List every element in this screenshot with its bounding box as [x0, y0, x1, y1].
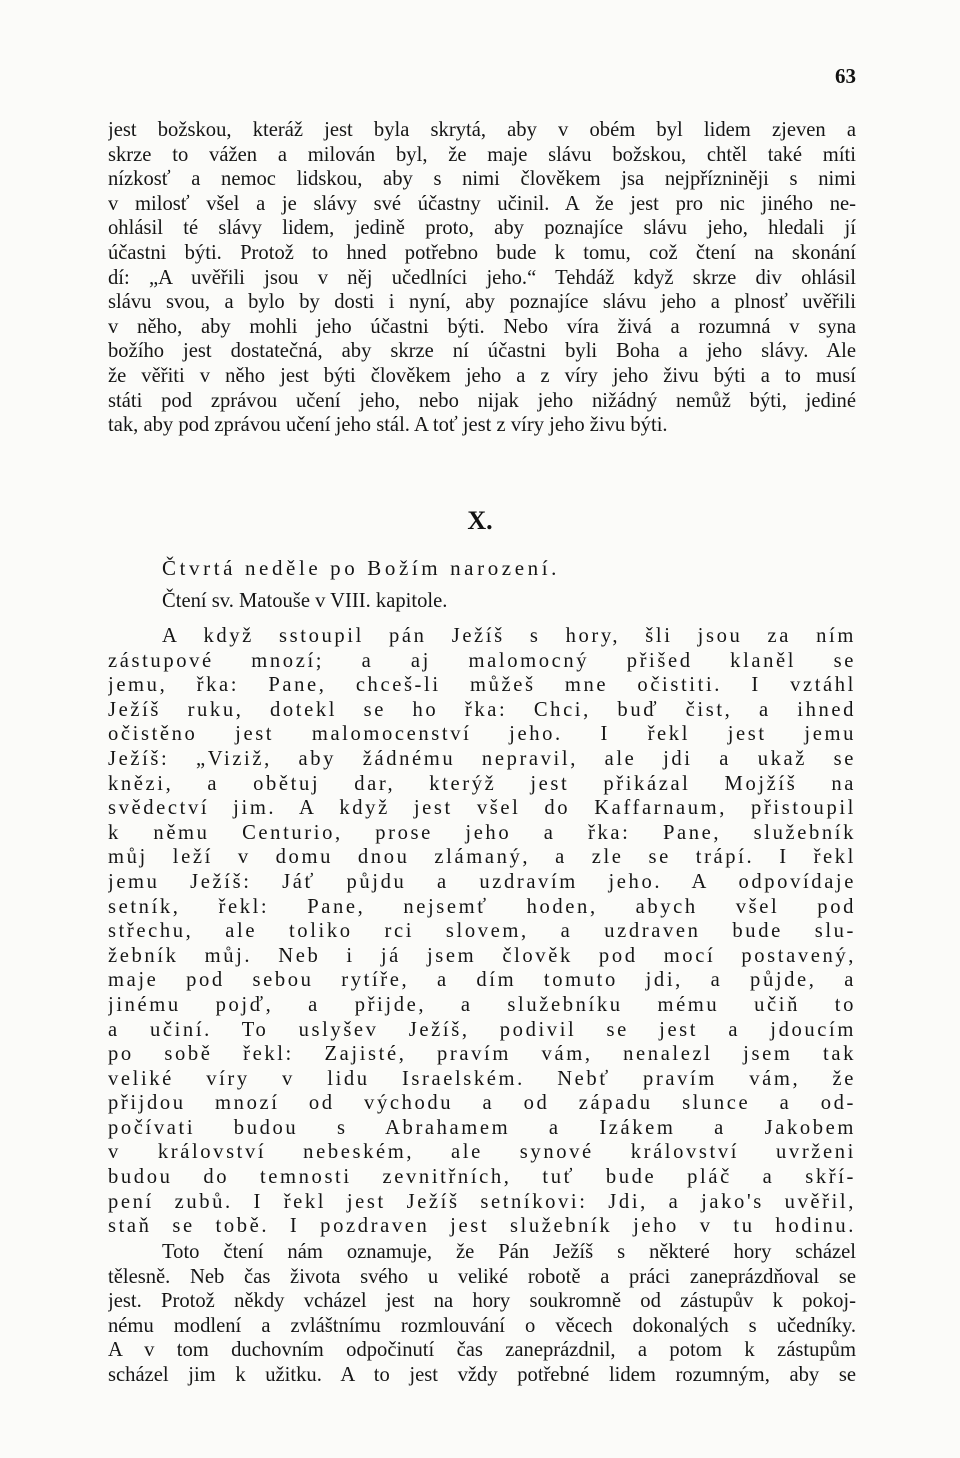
- text-line: jest. Protož někdy vcházel jest na hory soukromně od zástupův k pokoj-: [108, 1290, 856, 1313]
- text-line: počívati budou s Abrahamem a Izákem a Jakobem: [108, 1116, 856, 1139]
- section-subtitle: Čtení sv. Matouše v VIII. kapitole.: [162, 590, 448, 612]
- text-line: skrze to vážen a milován byl, že maje slávu božskou, chtěl také míti: [108, 143, 856, 166]
- text-line: ohlásil té slávy lidem, jedině proto, aby poznajíce slávu jeho, hledali jí: [108, 217, 856, 240]
- section-title: Čtvrtá neděle po Božím narození.: [162, 556, 561, 580]
- text-line: knězi, a obětuj dar, kterýž jest přikázal Mojžíš na: [108, 772, 856, 795]
- text-line: očistěno jest malomocenství jeho. I řekl jest jemu: [108, 723, 856, 746]
- gospel-reading: [108, 624, 856, 1239]
- text-line: setník, řekl: Pane, nejsemť hoden, abych všel pod: [108, 895, 856, 918]
- text-line: v milosť všel a je slávy své účastny učinil. A že jest pro nic jiného ne-: [108, 192, 856, 215]
- text-line: jinému pojď, a přijde, a služebníku mému učiň to: [108, 993, 856, 1016]
- text-line: přijdou mnozí od východu a od západu slunce a od-: [108, 1092, 856, 1115]
- text-line: nízkosť a nemoc lidskou, aby s nimi člověkem jsa nejpřízniněji s nimi: [108, 168, 856, 191]
- text-line: nému modlení a zvláštnímu rozmlouvání o věcech dokonalých s učedníky.: [108, 1314, 856, 1337]
- text-line: a učiní. To uslyšev Ježíš, podivil se jest a jdoucím: [108, 1018, 856, 1041]
- text-line: veliké víry v lidu Israelském. Nebť pravím vám, že: [108, 1067, 856, 1090]
- text-line: maje pod sebou rytíře, a dím tomuto jdi, a půjde, a: [108, 969, 856, 992]
- text-line: tělesně. Neb čas života svého u veliké robotě a práci zaneprázdňoval se: [108, 1265, 856, 1288]
- text-line: můj leží v domu dnou zlámaný, a zle se trápí. I řekl: [108, 846, 856, 869]
- paragraph-commentary-end: [108, 118, 856, 438]
- text-line: v něho, aby mohli jeho účastni býti. Nebo víra živá a rozumná v syna: [108, 315, 856, 338]
- text-line: po sobě řekl: Zajisté, pravím vám, nenalezl jsem tak: [108, 1043, 856, 1066]
- text-line: Ježíš ruku, dotekl se ho řka: Chci, buď čist, a ihned: [108, 698, 856, 721]
- text-line: jest božskou, kteráž jest byla skrytá, aby v obém byl lidem zjeven a: [108, 119, 856, 141]
- page-number: 63: [835, 64, 856, 88]
- text-line: svědectví jim. A když jest všel do Kaffarnaum, přistoupil: [108, 797, 856, 820]
- section-number: X.: [467, 506, 493, 535]
- text-line: dí: „A uvěřili jsou v něj učedlníci jeho.“ Tehdáž když skrze div ohlásil: [108, 266, 856, 289]
- text-line: pení zubů. I řekl jest Ježíš setníkovi: Jdi, a jako's uvěřil,: [108, 1190, 856, 1213]
- text-line: jemu, řka: Pane, chceš-li můžeš mne očistiti. I vztáhl: [108, 674, 856, 697]
- text-line: v království nebeském, ale synové království uvrženi: [108, 1141, 856, 1164]
- text-line: staň se tobě. I pozdraven jest služebník jeho v tu hodinu.: [108, 1215, 856, 1238]
- text-line: božího jest dostatečná, aby skrze ní účastni byli Boha a jeho slávy. Ale: [108, 340, 856, 363]
- paragraph-commentary: [108, 1240, 856, 1388]
- text-line: zástupové mnozí; a aj malomocný přišed klaněl se: [108, 649, 856, 672]
- text-line: A když sstoupil pán Ježíš s hory, šli jsou za ním: [162, 625, 856, 647]
- text-line: střechu, ale toliko rci slovem, a uzdraven bude slu-: [108, 920, 856, 943]
- text-line: slávu svou, a bylo by dosti i nyní, aby poznajíce slávu jeho a plnosť uvěřili: [108, 291, 856, 314]
- text-line: A v tom duchovním odpočinutí čas zaneprázdnil, a potom k zástupům: [108, 1339, 856, 1362]
- text-line: jemu Ježíš: Jáť půjdu a uzdravím jeho. A odpovídaje: [108, 870, 856, 893]
- text-line: budou do temnosti zevnitřních, tuť bude pláč a skří-: [108, 1166, 856, 1189]
- text-line: státi pod zprávou učení jeho, nebo nijak jeho nižádný nemůž býti, jediné: [108, 389, 856, 412]
- text-line: Ježíš: „Viziž, aby žádnému nepravil, ale jdi a ukaž se: [108, 747, 856, 770]
- text-line: scházel jim k užitku. A to jest vždy potřebné lidem rozumným, aby se: [108, 1363, 856, 1386]
- text-line: žebník můj. Neb i já jsem člověk pod mocí postavený,: [108, 944, 856, 967]
- text-line: že věřiti v něho jest býti člověkem jeho a z víry jeho živu býti a to musí: [108, 364, 856, 387]
- text-line: k němu Centurio, prose jeho a řka: Pane, služebník: [108, 821, 856, 844]
- text-line: tak, aby pod zprávou učení jeho stál. A toť jest z víry jeho živu býti.: [108, 414, 668, 437]
- text-line: Toto čtení nám oznamuje, že Pán Ježíš s některé hory scházel: [162, 1241, 856, 1263]
- text-line: účastni býti. Protož to hned potřebno bude k tomu, což čtení na skonání: [108, 241, 856, 264]
